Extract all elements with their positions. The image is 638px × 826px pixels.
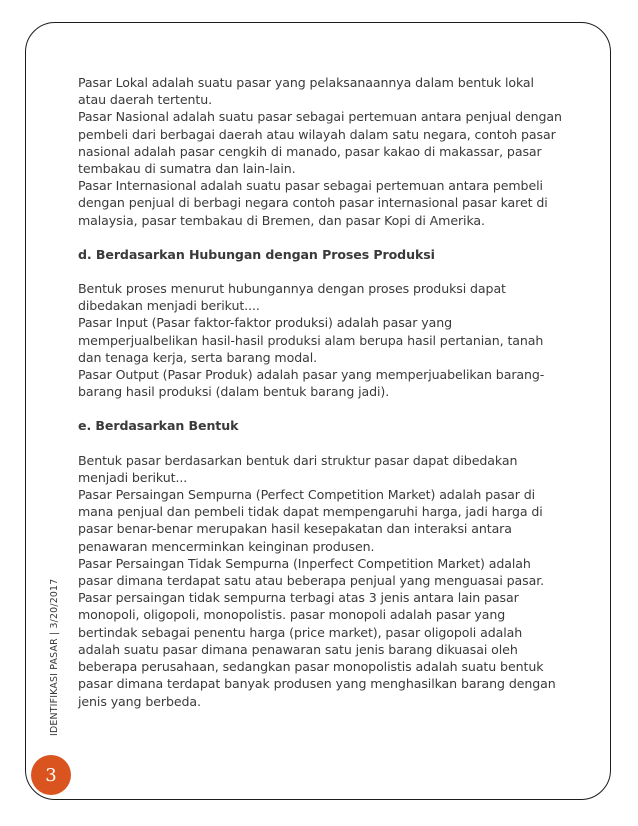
paragraph-bentuk-intro: Bentuk pasar berdasarkan bentuk dari struktur pasar dapat dibedakan menjadi berikut... (78, 452, 518, 485)
paragraph-pasar-output: Pasar Output (Pasar Produk) adalah pasar yang memperjuabelikan barang-barang hasil produksi (dalam bentuk barang jadi). (78, 367, 545, 400)
paragraph-persaingan-tidak-sempurna: Pasar Persaingan Tidak Sempurna (Inperfect Competition Market) adalah pasar dimana terdapat satu atau beberapa penjual yang menguasai pasar. Pasar persaingan tidak sempurna terbagi atas 3 jenis antara lain pasar monopoli, oligopoli, monopolistis. pasar monopoli adalah pasar yang bertindak sebagai penentu harga (price market), pasar oligopoli adalah adalah suatu pasar dimana penawaran satu jenis barang dikuasai oleh beberapa perusahaan, sedangkan pasar monopolistis adalah suatu bentuk pasar dimana terdapat banyak produsen yang menghasilkan barang dengan jenis yang berbeda. (78, 555, 556, 709)
section-d-heading: d. Berdasarkan Hubungan dengan Proses Produksi (78, 246, 435, 262)
paragraph-proses-produksi-intro: Bentuk proses menurut hubungannya dengan proses produksi dapat dibedakan menjadi berikut.... (78, 281, 506, 314)
side-footer-label: IDENTIFIKASI PASAR | 3/20/2017 (49, 578, 60, 736)
paragraph-pasar-input: Pasar Input (Pasar faktor-faktor produksi) adalah pasar yang memperjualbelikan hasil-hasil produksi alam berupa hasil pertanian, tanah dan tenaga kerja, serta barang modal. (78, 315, 544, 365)
paragraph-persaingan-sempurna: Pasar Persaingan Sempurna (Perfect Competition Market) adalah pasar di mana penjual dan pembeli tidak dapat mempengaruhi harga, jadi harga di pasar benar-benar merupakan hasil kesepakatan dan interaksi antara penawaran mencerminkan keinginan produsen. (78, 487, 543, 554)
section-e-heading: e. Berdasarkan Bentuk (78, 418, 239, 434)
paragraph-pasar-internasional: Pasar Internasional adalah suatu pasar sebagai pertemuan antara pembeli dengan penjual di berbagi negara contoh pasar internasional pasar karet di malaysia, pasar tembakau di Bremen, dan pasar Kopi di Amerika. (78, 178, 548, 228)
page-number-badge (31, 755, 71, 795)
document-body (78, 74, 562, 710)
paragraph-pasar-lokal: Pasar Lokal adalah suatu pasar yang pelaksanaannya dalam bentuk lokal atau daerah tertentu. (78, 75, 534, 108)
page-number: 3 (45, 764, 57, 786)
paragraph-pasar-nasional: Pasar Nasional adalah suatu pasar sebagai pertemuan antara penjual dengan pembeli dari berbagai daerah atau wilayah dalam satu negara, contoh pasar nasional adalah pasar cengkih di manado, pasar kakao di makassar, pasar tembakau di sumatra dan lain-lain. (78, 109, 562, 177)
